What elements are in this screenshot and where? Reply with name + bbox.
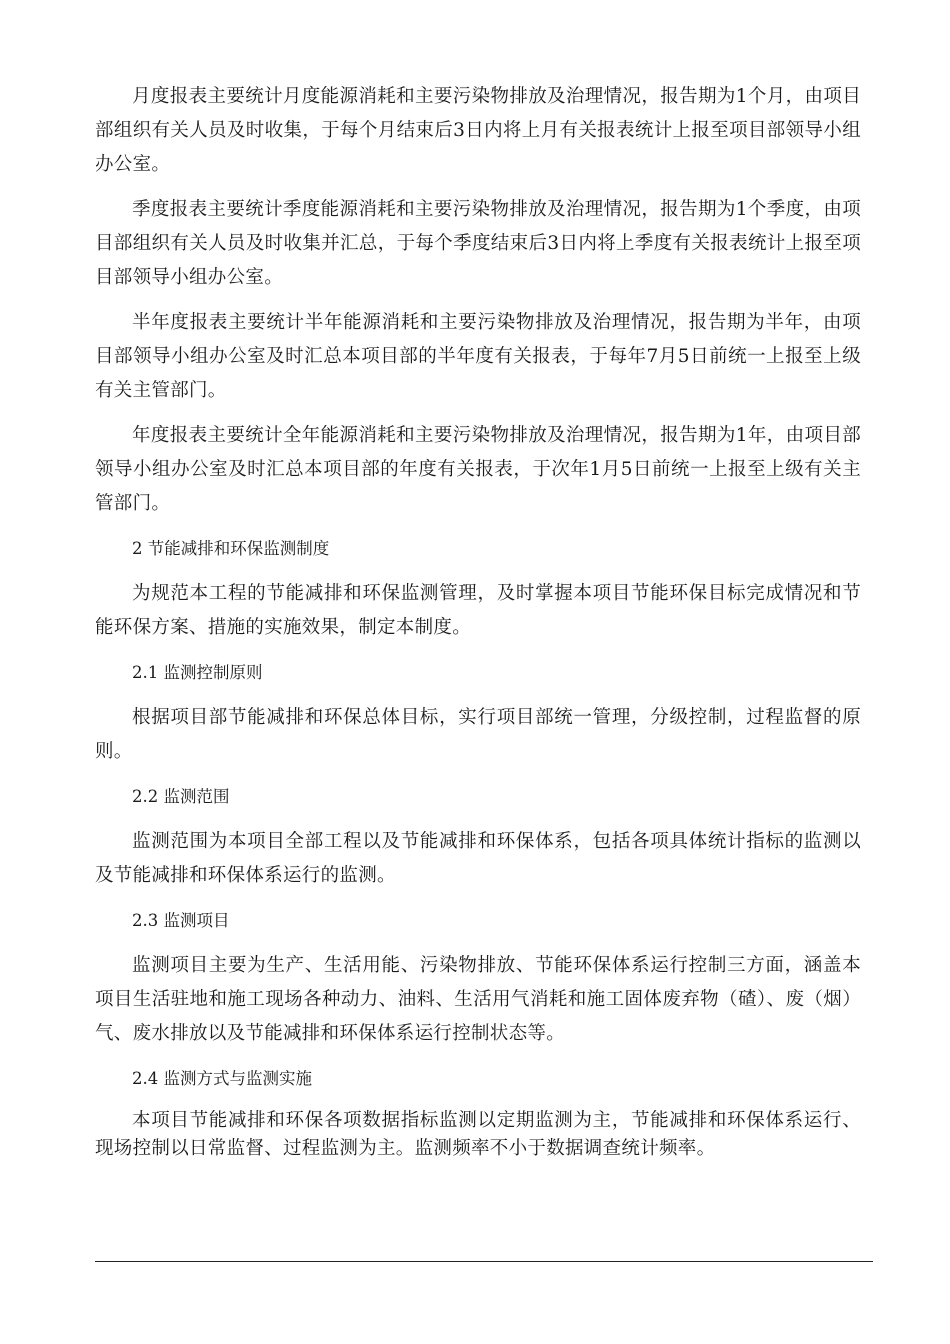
- section-heading-2-3: 2.3 监测项目: [132, 911, 230, 930]
- section-heading-2-4: 2.4 监测方式与监测实施: [132, 1069, 312, 1088]
- paragraph-monitoring-method: 本项目节能减排和环保各项数据指标监测以定期监测为主，节能减排和环保体系运行、现场控制以日常监督、过程监测为主。监测频率不小于数据调查统计频率。: [95, 1110, 861, 1159]
- paragraph-annual-report: 年度报表主要统计全年能源消耗和主要污染物排放及治理情况，报告期为1年，由项目部领导小组办公室及时汇总本项目部的年度有关报表，于次年1月5日前统一上报至上级有关主管部门。: [95, 425, 861, 514]
- document-body: [95, 80, 861, 1163]
- section-heading-2: 2 节能减排和环保监测制度: [132, 539, 330, 558]
- paragraph-semiannual-report: 半年度报表主要统计半年能源消耗和主要污染物排放及治理情况，报告期为半年，由项目部领导小组办公室及时汇总本项目部的半年度有关报表，于每年7月5日前统一上报至上级有关主管部门。: [95, 312, 861, 401]
- paragraph-monitoring-principle: 根据项目部节能减排和环保总体目标，实行项目部统一管理，分级控制，过程监督的原则。: [95, 707, 861, 762]
- paragraph-monitoring-scope: 监测范围为本项目全部工程以及节能减排和环保体系，包括各项具体统计指标的监测以及节能减排和环保体系运行的监测。: [95, 831, 861, 886]
- paragraph-monthly-report: 月度报表主要统计月度能源消耗和主要污染物排放及治理情况，报告期为1个月，由项目部组织有关人员及时收集，于每个月结束后3日内将上月有关报表统计上报至项目部领导小组办公室。: [95, 86, 861, 175]
- paragraph-section-2-intro: 为规范本工程的节能减排和环保监测管理，及时掌握本项目节能环保目标完成情况和节能环保方案、措施的实施效果，制定本制度。: [95, 583, 861, 638]
- section-heading-2-1: 2.1 监测控制原则: [132, 663, 263, 682]
- paragraph-monitoring-items: 监测项目主要为生产、生活用能、污染物排放、节能环保体系运行控制三方面，涵盖本项目生活驻地和施工现场各种动力、油料、生活用气消耗和施工固体废弃物（碴）、废（烟）气、废水排放以及节能减排和环保体系运行控制状态等。: [95, 955, 861, 1044]
- paragraph-quarterly-report: 季度报表主要统计季度能源消耗和主要污染物排放及治理情况，报告期为1个季度，由项目部组织有关人员及时收集并汇总，于每个季度结束后3日内将上季度有关报表统计上报至项目部领导小组办公室。: [95, 199, 861, 288]
- section-heading-2-2: 2.2 监测范围: [132, 787, 230, 806]
- footer-rule: [95, 1261, 873, 1262]
